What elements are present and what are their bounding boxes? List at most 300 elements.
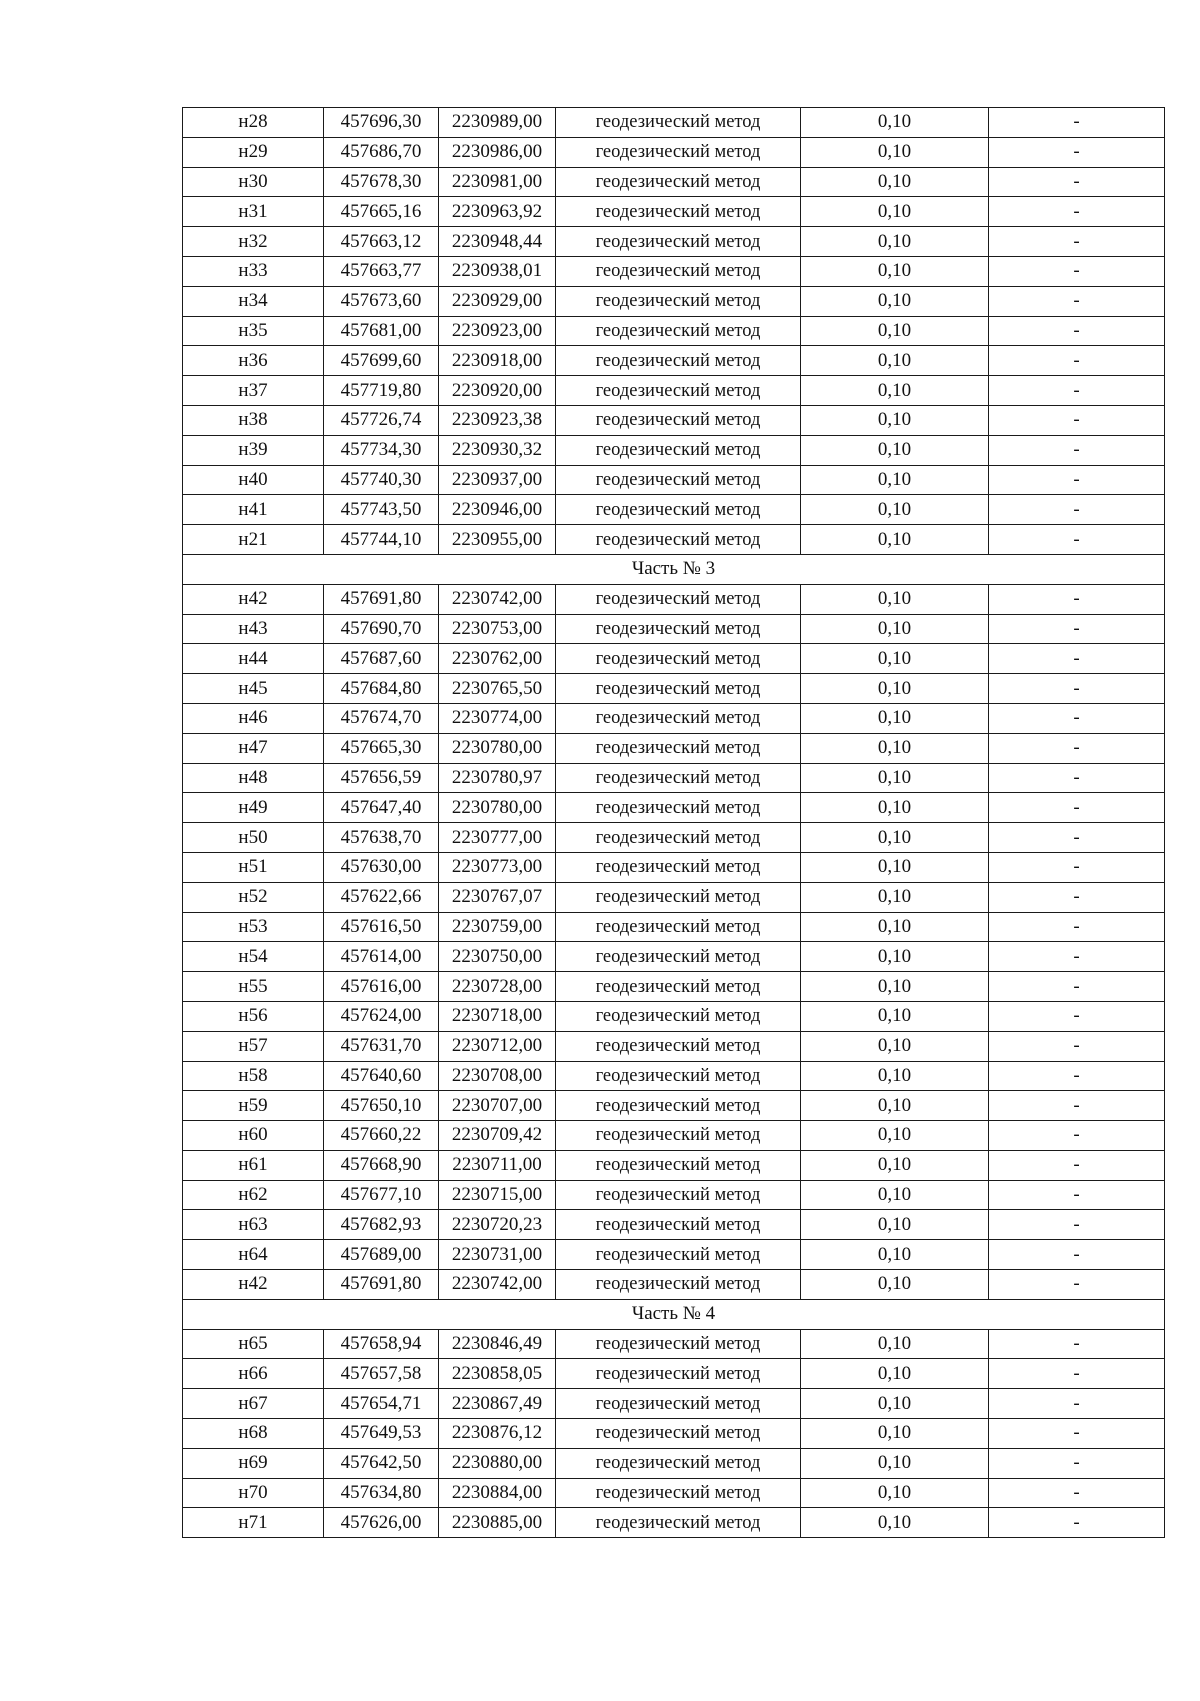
y-coordinate-cell: 2230918,00 <box>439 346 556 376</box>
table-row <box>183 733 1165 763</box>
description-cell: - <box>989 1210 1165 1240</box>
y-coordinate-cell: 2230707,00 <box>439 1091 556 1121</box>
y-coordinate-cell: 2230923,38 <box>439 405 556 435</box>
error-cell: 0,10 <box>801 942 989 972</box>
table-row <box>183 1121 1165 1151</box>
table-row <box>183 1270 1165 1300</box>
error-cell: 0,10 <box>801 674 989 704</box>
point-number-cell: н34 <box>183 286 324 316</box>
table-row <box>183 674 1165 704</box>
point-number-cell: н36 <box>183 346 324 376</box>
point-number-cell: н47 <box>183 733 324 763</box>
error-cell: 0,10 <box>801 1389 989 1419</box>
description-cell: - <box>989 1031 1165 1061</box>
description-cell: - <box>989 376 1165 406</box>
y-coordinate-cell: 2230930,32 <box>439 435 556 465</box>
point-number-cell: н35 <box>183 316 324 346</box>
description-cell: - <box>989 525 1165 555</box>
x-coordinate-cell: 457638,70 <box>324 823 439 853</box>
point-number-cell: н61 <box>183 1150 324 1180</box>
table-row <box>183 376 1165 406</box>
x-coordinate-cell: 457616,50 <box>324 912 439 942</box>
x-coordinate-cell: 457656,59 <box>324 763 439 793</box>
x-coordinate-cell: 457665,30 <box>324 733 439 763</box>
point-number-cell: н69 <box>183 1448 324 1478</box>
y-coordinate-cell: 2230885,00 <box>439 1508 556 1538</box>
y-coordinate-cell: 2230946,00 <box>439 495 556 525</box>
description-cell: - <box>989 167 1165 197</box>
error-cell: 0,10 <box>801 703 989 733</box>
point-number-cell: н57 <box>183 1031 324 1061</box>
error-cell: 0,10 <box>801 882 989 912</box>
point-number-cell: н42 <box>183 584 324 614</box>
method-cell: геодезический метод <box>556 1240 801 1270</box>
point-number-cell: н60 <box>183 1121 324 1151</box>
table-row <box>183 137 1165 167</box>
x-coordinate-cell: 457647,40 <box>324 793 439 823</box>
point-number-cell: н48 <box>183 763 324 793</box>
table-row <box>183 1240 1165 1270</box>
error-cell: 0,10 <box>801 405 989 435</box>
method-cell: геодезический метод <box>556 495 801 525</box>
x-coordinate-cell: 457630,00 <box>324 852 439 882</box>
error-cell: 0,10 <box>801 137 989 167</box>
description-cell: - <box>989 1061 1165 1091</box>
method-cell: геодезический метод <box>556 108 801 138</box>
table-row <box>183 1419 1165 1449</box>
x-coordinate-cell: 457649,53 <box>324 1419 439 1449</box>
error-cell: 0,10 <box>801 197 989 227</box>
description-cell: - <box>989 346 1165 376</box>
method-cell: геодезический метод <box>556 137 801 167</box>
error-cell: 0,10 <box>801 1419 989 1449</box>
y-coordinate-cell: 2230759,00 <box>439 912 556 942</box>
description-cell: - <box>989 674 1165 704</box>
point-number-cell: н62 <box>183 1180 324 1210</box>
coordinates-table-body <box>183 108 1165 1538</box>
error-cell: 0,10 <box>801 1001 989 1031</box>
description-cell: - <box>989 256 1165 286</box>
error-cell: 0,10 <box>801 763 989 793</box>
point-number-cell: н66 <box>183 1359 324 1389</box>
point-number-cell: н53 <box>183 912 324 942</box>
method-cell: геодезический метод <box>556 405 801 435</box>
description-cell: - <box>989 137 1165 167</box>
y-coordinate-cell: 2230720,23 <box>439 1210 556 1240</box>
y-coordinate-cell: 2230762,00 <box>439 644 556 674</box>
y-coordinate-cell: 2230963,92 <box>439 197 556 227</box>
error-cell: 0,10 <box>801 346 989 376</box>
y-coordinate-cell: 2230708,00 <box>439 1061 556 1091</box>
description-cell: - <box>989 286 1165 316</box>
table-row <box>183 763 1165 793</box>
x-coordinate-cell: 457677,10 <box>324 1180 439 1210</box>
table-row <box>183 793 1165 823</box>
y-coordinate-cell: 2230846,49 <box>439 1329 556 1359</box>
table-row <box>183 1210 1165 1240</box>
x-coordinate-cell: 457682,93 <box>324 1210 439 1240</box>
y-coordinate-cell: 2230780,97 <box>439 763 556 793</box>
x-coordinate-cell: 457690,70 <box>324 614 439 644</box>
coordinates-table <box>182 107 1165 1538</box>
error-cell: 0,10 <box>801 316 989 346</box>
point-number-cell: н32 <box>183 227 324 257</box>
point-number-cell: н41 <box>183 495 324 525</box>
y-coordinate-cell: 2230884,00 <box>439 1478 556 1508</box>
x-coordinate-cell: 457681,00 <box>324 316 439 346</box>
description-cell: - <box>989 1240 1165 1270</box>
method-cell: геодезический метод <box>556 1150 801 1180</box>
method-cell: геодезический метод <box>556 703 801 733</box>
point-number-cell: н70 <box>183 1478 324 1508</box>
method-cell: геодезический метод <box>556 793 801 823</box>
point-number-cell: н65 <box>183 1329 324 1359</box>
point-number-cell: н63 <box>183 1210 324 1240</box>
point-number-cell: н30 <box>183 167 324 197</box>
y-coordinate-cell: 2230867,49 <box>439 1389 556 1419</box>
y-coordinate-cell: 2230742,00 <box>439 584 556 614</box>
point-number-cell: н33 <box>183 256 324 286</box>
x-coordinate-cell: 457658,94 <box>324 1329 439 1359</box>
x-coordinate-cell: 457696,30 <box>324 108 439 138</box>
method-cell: геодезический метод <box>556 316 801 346</box>
y-coordinate-cell: 2230731,00 <box>439 1240 556 1270</box>
method-cell: геодезический метод <box>556 256 801 286</box>
method-cell: геодезический метод <box>556 1001 801 1031</box>
y-coordinate-cell: 2230858,05 <box>439 1359 556 1389</box>
method-cell: геодезический метод <box>556 286 801 316</box>
point-number-cell: н31 <box>183 197 324 227</box>
method-cell: геодезический метод <box>556 644 801 674</box>
point-number-cell: н49 <box>183 793 324 823</box>
x-coordinate-cell: 457642,50 <box>324 1448 439 1478</box>
point-number-cell: н28 <box>183 108 324 138</box>
y-coordinate-cell: 2230955,00 <box>439 525 556 555</box>
y-coordinate-cell: 2230986,00 <box>439 137 556 167</box>
table-row <box>183 1478 1165 1508</box>
description-cell: - <box>989 1389 1165 1419</box>
error-cell: 0,10 <box>801 108 989 138</box>
point-number-cell: н71 <box>183 1508 324 1538</box>
method-cell: геодезический метод <box>556 1419 801 1449</box>
method-cell: геодезический метод <box>556 167 801 197</box>
error-cell: 0,10 <box>801 1031 989 1061</box>
error-cell: 0,10 <box>801 1061 989 1091</box>
error-cell: 0,10 <box>801 1359 989 1389</box>
error-cell: 0,10 <box>801 584 989 614</box>
error-cell: 0,10 <box>801 912 989 942</box>
y-coordinate-cell: 2230780,00 <box>439 733 556 763</box>
section-title: Часть № 4 <box>183 1299 1165 1329</box>
description-cell: - <box>989 108 1165 138</box>
point-number-cell: н56 <box>183 1001 324 1031</box>
table-row <box>183 1031 1165 1061</box>
table-row <box>183 465 1165 495</box>
error-cell: 0,10 <box>801 972 989 1002</box>
method-cell: геодезический метод <box>556 852 801 882</box>
point-number-cell: н39 <box>183 435 324 465</box>
description-cell: - <box>989 793 1165 823</box>
section-header-row <box>183 1299 1165 1329</box>
description-cell: - <box>989 435 1165 465</box>
error-cell: 0,10 <box>801 227 989 257</box>
x-coordinate-cell: 457686,70 <box>324 137 439 167</box>
method-cell: геодезический метод <box>556 674 801 704</box>
description-cell: - <box>989 972 1165 1002</box>
table-row <box>183 1061 1165 1091</box>
point-number-cell: н58 <box>183 1061 324 1091</box>
table-row <box>183 823 1165 853</box>
x-coordinate-cell: 457634,80 <box>324 1478 439 1508</box>
y-coordinate-cell: 2230753,00 <box>439 614 556 644</box>
description-cell: - <box>989 852 1165 882</box>
y-coordinate-cell: 2230948,44 <box>439 227 556 257</box>
table-row <box>183 346 1165 376</box>
error-cell: 0,10 <box>801 644 989 674</box>
x-coordinate-cell: 457678,30 <box>324 167 439 197</box>
x-coordinate-cell: 457616,00 <box>324 972 439 1002</box>
method-cell: геодезический метод <box>556 1210 801 1240</box>
x-coordinate-cell: 457674,70 <box>324 703 439 733</box>
method-cell: геодезический метод <box>556 942 801 972</box>
table-row <box>183 1001 1165 1031</box>
x-coordinate-cell: 457719,80 <box>324 376 439 406</box>
x-coordinate-cell: 457734,30 <box>324 435 439 465</box>
y-coordinate-cell: 2230742,00 <box>439 1270 556 1300</box>
method-cell: геодезический метод <box>556 525 801 555</box>
point-number-cell: н54 <box>183 942 324 972</box>
error-cell: 0,10 <box>801 376 989 406</box>
method-cell: геодезический метод <box>556 1508 801 1538</box>
table-row <box>183 1359 1165 1389</box>
error-cell: 0,10 <box>801 1150 989 1180</box>
table-row <box>183 167 1165 197</box>
description-cell: - <box>989 316 1165 346</box>
error-cell: 0,10 <box>801 1121 989 1151</box>
method-cell: геодезический метод <box>556 227 801 257</box>
table-row <box>183 1091 1165 1121</box>
method-cell: геодезический метод <box>556 1061 801 1091</box>
y-coordinate-cell: 2230989,00 <box>439 108 556 138</box>
description-cell: - <box>989 1001 1165 1031</box>
y-coordinate-cell: 2230765,50 <box>439 674 556 704</box>
point-number-cell: н50 <box>183 823 324 853</box>
method-cell: геодезический метод <box>556 733 801 763</box>
point-number-cell: н42 <box>183 1270 324 1300</box>
x-coordinate-cell: 457687,60 <box>324 644 439 674</box>
table-row <box>183 1150 1165 1180</box>
error-cell: 0,10 <box>801 525 989 555</box>
coordinates-table-wrapper <box>182 107 1164 1538</box>
method-cell: геодезический метод <box>556 912 801 942</box>
error-cell: 0,10 <box>801 793 989 823</box>
description-cell: - <box>989 614 1165 644</box>
x-coordinate-cell: 457740,30 <box>324 465 439 495</box>
x-coordinate-cell: 457663,12 <box>324 227 439 257</box>
error-cell: 0,10 <box>801 465 989 495</box>
section-header-row <box>183 554 1165 584</box>
description-cell: - <box>989 912 1165 942</box>
error-cell: 0,10 <box>801 852 989 882</box>
error-cell: 0,10 <box>801 1210 989 1240</box>
x-coordinate-cell: 457689,00 <box>324 1240 439 1270</box>
table-row <box>183 405 1165 435</box>
method-cell: геодезический метод <box>556 972 801 1002</box>
y-coordinate-cell: 2230923,00 <box>439 316 556 346</box>
x-coordinate-cell: 457660,22 <box>324 1121 439 1151</box>
y-coordinate-cell: 2230937,00 <box>439 465 556 495</box>
method-cell: геодезический метод <box>556 1270 801 1300</box>
y-coordinate-cell: 2230774,00 <box>439 703 556 733</box>
point-number-cell: н51 <box>183 852 324 882</box>
table-row <box>183 1508 1165 1538</box>
description-cell: - <box>989 1419 1165 1449</box>
section-title: Часть № 3 <box>183 554 1165 584</box>
description-cell: - <box>989 644 1165 674</box>
x-coordinate-cell: 457668,90 <box>324 1150 439 1180</box>
y-coordinate-cell: 2230715,00 <box>439 1180 556 1210</box>
y-coordinate-cell: 2230777,00 <box>439 823 556 853</box>
error-cell: 0,10 <box>801 1180 989 1210</box>
description-cell: - <box>989 1091 1165 1121</box>
error-cell: 0,10 <box>801 733 989 763</box>
method-cell: геодезический метод <box>556 465 801 495</box>
method-cell: геодезический метод <box>556 1180 801 1210</box>
table-row <box>183 1180 1165 1210</box>
table-row <box>183 852 1165 882</box>
table-row <box>183 644 1165 674</box>
x-coordinate-cell: 457614,00 <box>324 942 439 972</box>
method-cell: геодезический метод <box>556 882 801 912</box>
description-cell: - <box>989 1448 1165 1478</box>
description-cell: - <box>989 1478 1165 1508</box>
x-coordinate-cell: 457650,10 <box>324 1091 439 1121</box>
point-number-cell: н52 <box>183 882 324 912</box>
x-coordinate-cell: 457657,58 <box>324 1359 439 1389</box>
method-cell: геодезический метод <box>556 1329 801 1359</box>
table-row <box>183 435 1165 465</box>
method-cell: геодезический метод <box>556 614 801 644</box>
y-coordinate-cell: 2230709,42 <box>439 1121 556 1151</box>
y-coordinate-cell: 2230920,00 <box>439 376 556 406</box>
error-cell: 0,10 <box>801 1478 989 1508</box>
error-cell: 0,10 <box>801 1270 989 1300</box>
method-cell: геодезический метод <box>556 1091 801 1121</box>
table-row <box>183 108 1165 138</box>
method-cell: геодезический метод <box>556 823 801 853</box>
y-coordinate-cell: 2230773,00 <box>439 852 556 882</box>
y-coordinate-cell: 2230718,00 <box>439 1001 556 1031</box>
y-coordinate-cell: 2230929,00 <box>439 286 556 316</box>
description-cell: - <box>989 465 1165 495</box>
error-cell: 0,10 <box>801 614 989 644</box>
method-cell: геодезический метод <box>556 197 801 227</box>
x-coordinate-cell: 457631,70 <box>324 1031 439 1061</box>
method-cell: геодезический метод <box>556 435 801 465</box>
table-row <box>183 584 1165 614</box>
x-coordinate-cell: 457624,00 <box>324 1001 439 1031</box>
description-cell: - <box>989 1270 1165 1300</box>
description-cell: - <box>989 495 1165 525</box>
description-cell: - <box>989 1508 1165 1538</box>
method-cell: геодезический метод <box>556 1121 801 1151</box>
error-cell: 0,10 <box>801 1091 989 1121</box>
table-row <box>183 227 1165 257</box>
description-cell: - <box>989 733 1165 763</box>
error-cell: 0,10 <box>801 256 989 286</box>
point-number-cell: н46 <box>183 703 324 733</box>
table-row <box>183 703 1165 733</box>
description-cell: - <box>989 405 1165 435</box>
y-coordinate-cell: 2230767,07 <box>439 882 556 912</box>
description-cell: - <box>989 1150 1165 1180</box>
point-number-cell: н64 <box>183 1240 324 1270</box>
y-coordinate-cell: 2230750,00 <box>439 942 556 972</box>
description-cell: - <box>989 823 1165 853</box>
error-cell: 0,10 <box>801 1508 989 1538</box>
table-row <box>183 972 1165 1002</box>
x-coordinate-cell: 457640,60 <box>324 1061 439 1091</box>
point-number-cell: н38 <box>183 405 324 435</box>
x-coordinate-cell: 457699,60 <box>324 346 439 376</box>
description-cell: - <box>989 763 1165 793</box>
point-number-cell: н45 <box>183 674 324 704</box>
method-cell: геодезический метод <box>556 346 801 376</box>
point-number-cell: н43 <box>183 614 324 644</box>
table-row <box>183 286 1165 316</box>
method-cell: геодезический метод <box>556 1448 801 1478</box>
y-coordinate-cell: 2230880,00 <box>439 1448 556 1478</box>
point-number-cell: н59 <box>183 1091 324 1121</box>
method-cell: геодезический метод <box>556 1389 801 1419</box>
x-coordinate-cell: 457654,71 <box>324 1389 439 1419</box>
description-cell: - <box>989 882 1165 912</box>
error-cell: 0,10 <box>801 286 989 316</box>
method-cell: геодезический метод <box>556 376 801 406</box>
description-cell: - <box>989 1121 1165 1151</box>
table-row <box>183 495 1165 525</box>
description-cell: - <box>989 703 1165 733</box>
x-coordinate-cell: 457691,80 <box>324 584 439 614</box>
table-row <box>183 1329 1165 1359</box>
error-cell: 0,10 <box>801 435 989 465</box>
method-cell: геодезический метод <box>556 1359 801 1389</box>
description-cell: - <box>989 1359 1165 1389</box>
method-cell: геодезический метод <box>556 763 801 793</box>
x-coordinate-cell: 457673,60 <box>324 286 439 316</box>
point-number-cell: н55 <box>183 972 324 1002</box>
description-cell: - <box>989 1329 1165 1359</box>
error-cell: 0,10 <box>801 167 989 197</box>
error-cell: 0,10 <box>801 1448 989 1478</box>
description-cell: - <box>989 584 1165 614</box>
point-number-cell: н67 <box>183 1389 324 1419</box>
description-cell: - <box>989 197 1165 227</box>
y-coordinate-cell: 2230938,01 <box>439 256 556 286</box>
table-row <box>183 316 1165 346</box>
point-number-cell: н68 <box>183 1419 324 1449</box>
method-cell: геодезический метод <box>556 1478 801 1508</box>
table-row <box>183 1389 1165 1419</box>
x-coordinate-cell: 457726,74 <box>324 405 439 435</box>
description-cell: - <box>989 942 1165 972</box>
x-coordinate-cell: 457663,77 <box>324 256 439 286</box>
error-cell: 0,10 <box>801 823 989 853</box>
table-row <box>183 942 1165 972</box>
error-cell: 0,10 <box>801 495 989 525</box>
y-coordinate-cell: 2230876,12 <box>439 1419 556 1449</box>
point-number-cell: н44 <box>183 644 324 674</box>
